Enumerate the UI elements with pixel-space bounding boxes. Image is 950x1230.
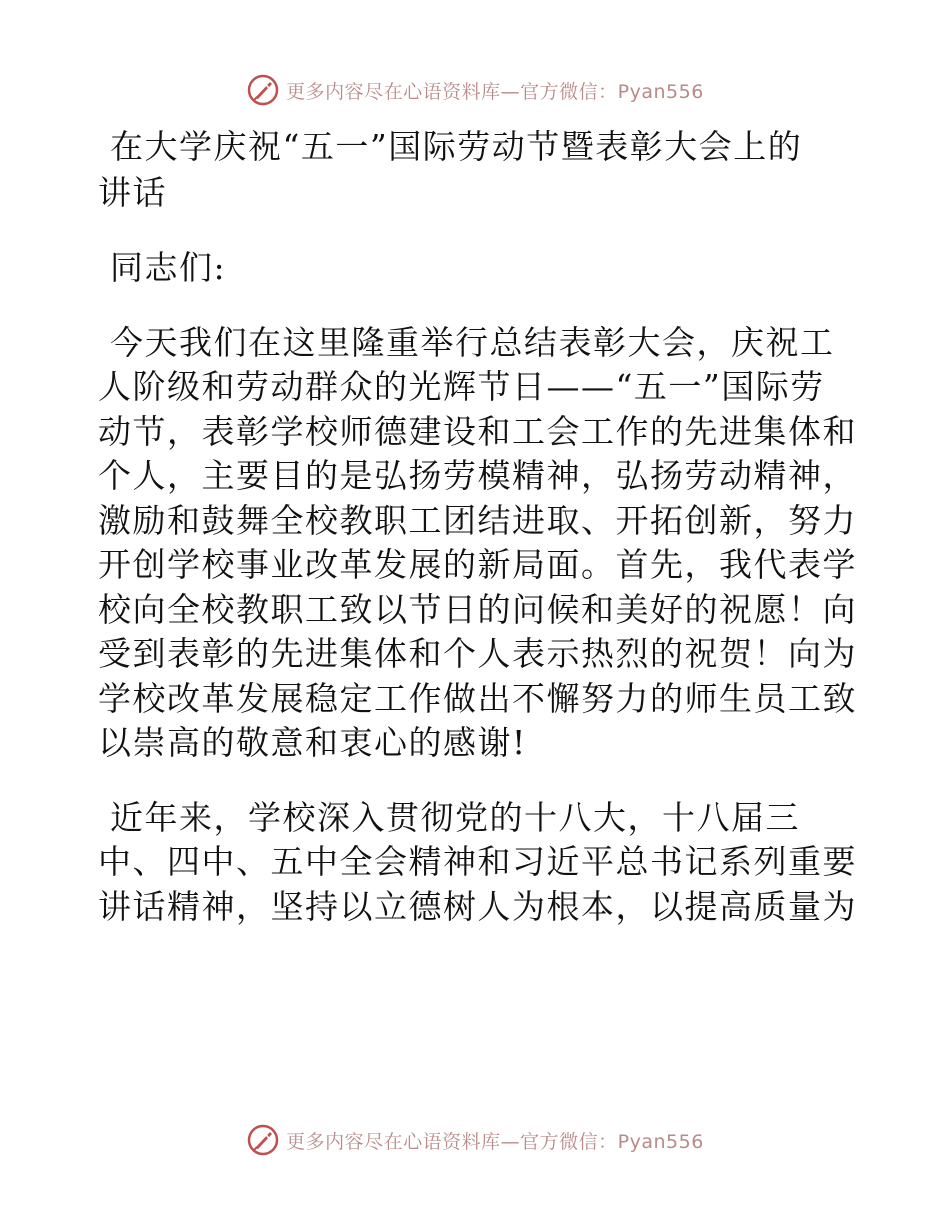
header-watermark-banner xyxy=(0,70,950,110)
title-line: 讲话 xyxy=(98,173,167,212)
text-line: 个人，主要目的是弘扬劳模精神，弘扬劳动精神， xyxy=(98,456,857,495)
text-line: 中、四中、五中全会精神和习近平总书记系列重要 xyxy=(98,842,857,881)
text-line: 学校改革发展稳定工作做出不懈努力的师生员工致 xyxy=(98,678,857,718)
paragraph-1 xyxy=(98,321,858,766)
text-line: 人阶级和劳动群众的光辉节日——“五一”国际劳 xyxy=(98,367,825,406)
text-line: 以崇高的敬意和衷心的感谢! xyxy=(98,723,527,762)
text-line: 激励和鼓舞全校教职工团结进取、开拓创新，努力 xyxy=(98,500,857,540)
greeting: 同志们: xyxy=(110,248,227,287)
text-line: 讲话精神，坚持以立德树人为根本，以提高质量为 xyxy=(98,886,857,926)
text-line: 开创学校事业改革发展的新局面。首先，我代表学 xyxy=(98,545,857,584)
document-title xyxy=(98,124,858,216)
feather-pen-logo-icon xyxy=(246,73,280,107)
watermark-text: 更多内容尽在心语资料库—官方微信：Pyan556 xyxy=(286,1130,704,1153)
document-body xyxy=(98,124,858,929)
title-line: 在大学庆祝“五一”国际劳动节暨表彰大会上的 xyxy=(110,127,803,166)
feather-pen-logo-icon xyxy=(246,1123,280,1157)
watermark-text: 更多内容尽在心语资料库—官方微信：Pyan556 xyxy=(286,80,704,103)
text-line: 受到表彰的先进集体和个人表示热烈的祝贺！向为 xyxy=(98,634,857,673)
text-line: 今天我们在这里隆重举行总结表彰大会，庆祝工 xyxy=(110,322,835,362)
paragraph-2 xyxy=(98,796,858,930)
text-line: 近年来，学校深入贯彻党的十八大，十八届三 xyxy=(110,797,800,837)
text-line: 校向全校教职工致以节日的问候和美好的祝愿！向 xyxy=(98,589,857,629)
footer-watermark-banner xyxy=(0,1120,950,1160)
text-line: 动节，表彰学校师德建设和工会工作的先进集体和 xyxy=(98,411,857,451)
